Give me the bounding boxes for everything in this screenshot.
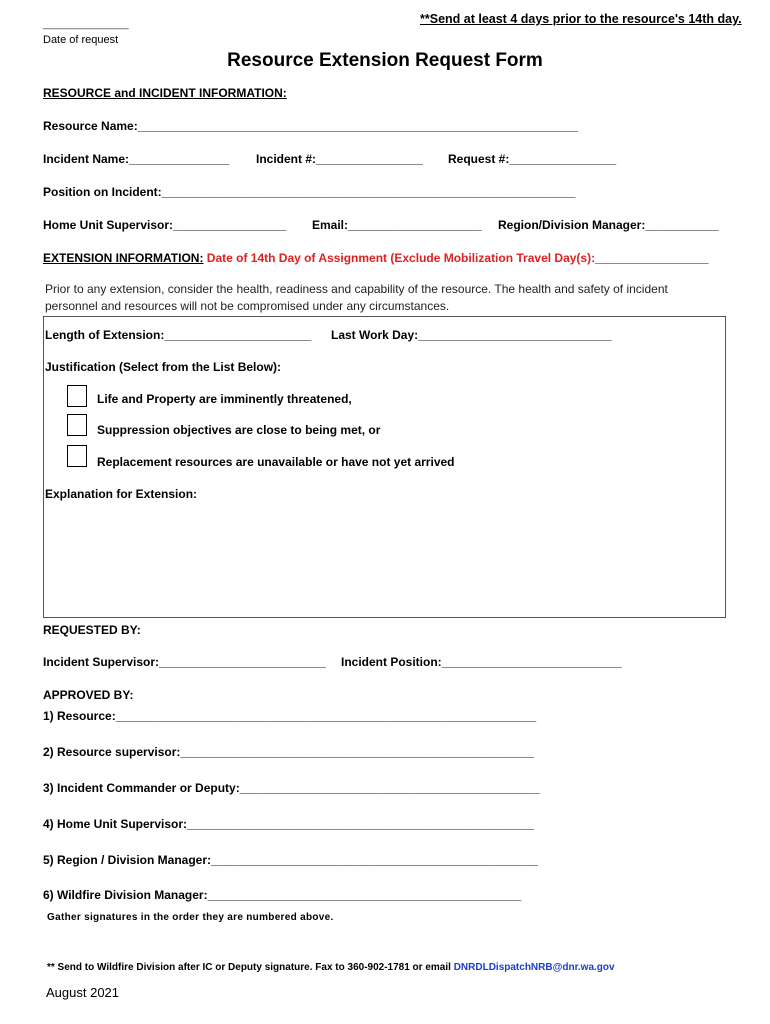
approval-wildfire-manager-field[interactable]: 6) Wildfire Division Manager:_______________________________________________ xyxy=(43,888,522,902)
send-notice: **Send at least 4 days prior to the resource's 14th day. xyxy=(420,12,742,26)
option-label-3: Replacement resources are unavailable or have not yet arrived xyxy=(97,455,455,469)
approved-by-heading: APPROVED BY: xyxy=(43,688,134,702)
requested-by-heading: REQUESTED BY: xyxy=(43,623,141,637)
option-checkbox-1[interactable] xyxy=(67,385,87,407)
approval-region-manager-field[interactable]: 5) Region / Division Manager:_________________________________________________ xyxy=(43,853,539,867)
form-title: Resource Extension Request Form xyxy=(227,50,543,71)
incident-number-field[interactable]: Incident #:________________ xyxy=(256,152,423,166)
email-field[interactable]: Email:____________________ xyxy=(312,218,482,232)
health-notice-line-1: Prior to any extension, consider the health, readiness and capability of the resource. The health and safety of incident xyxy=(45,282,668,296)
fourteenth-day-prompt: Date of 14th Day of Assignment (Exclude Mobilization Travel Day(s): xyxy=(206,251,596,265)
last-work-day-field[interactable]: Last Work Day:_____________________________ xyxy=(331,328,612,342)
approval-resource-field[interactable]: 1) Resource:_______________________________________________________________ xyxy=(43,709,537,723)
option-checkbox-3[interactable] xyxy=(67,445,87,467)
approval-incident-commander-field[interactable]: 3) Incident Commander or Deputy:_____________________________________________ xyxy=(43,781,541,795)
approval-home-unit-supervisor-field[interactable]: 4) Home Unit Supervisor:____________________________________________________ xyxy=(43,817,535,831)
dispatch-email-link[interactable]: DNRDLDispatchNRB@dnr.wa.gov xyxy=(453,962,615,973)
date-of-request-label: Date of request xyxy=(43,34,119,46)
signature-order-note: Gather signatures in the order they are numbered above. xyxy=(47,912,334,923)
option-checkbox-2[interactable] xyxy=(67,414,87,436)
extension-section-heading: EXTENSION INFORMATION: xyxy=(43,251,204,265)
incident-name-field[interactable]: Incident Name:_______________ xyxy=(43,152,230,166)
request-number-field[interactable]: Request #:________________ xyxy=(448,152,617,166)
option-label-1: Life and Property are imminently threatened, xyxy=(97,392,352,406)
position-on-incident-field[interactable]: Position on Incident:______________________________________________________________ xyxy=(43,185,576,199)
region-division-manager-field[interactable]: Region/Division Manager:___________ xyxy=(498,218,719,232)
send-instructions-text: ** Send to Wildfire Division after IC or Deputy signature. Fax to 360-902-1781 or email xyxy=(47,962,451,973)
resource-name-field[interactable]: Resource Name:__________________________________________________________________ xyxy=(43,119,579,133)
resource-section-heading: RESOURCE and INCIDENT INFORMATION: xyxy=(43,86,287,100)
date-of-request-line[interactable]: ______________ xyxy=(43,18,129,30)
explanation-area[interactable] xyxy=(45,505,721,613)
home-unit-supervisor-field[interactable]: Home Unit Supervisor:_________________ xyxy=(43,218,287,232)
health-notice-line-2: personnel and resources will not be compromised under any circumstances. xyxy=(45,299,450,313)
incident-supervisor-field[interactable]: Incident Supervisor:_________________________ xyxy=(43,655,326,669)
approval-resource-supervisor-field[interactable]: 2) Resource supervisor:_____________________________________________________ xyxy=(43,745,535,759)
incident-position-field[interactable]: Incident Position:___________________________ xyxy=(341,655,622,669)
justification-label: Justification (Select from the List Below): xyxy=(45,360,282,374)
send-instructions xyxy=(47,962,615,973)
explanation-label: Explanation for Extension: xyxy=(45,487,198,501)
extension-heading-row xyxy=(43,251,709,265)
revision-date: August 2021 xyxy=(46,985,120,1000)
fourteenth-day-blank[interactable]: _________________ xyxy=(595,251,709,265)
option-label-2: Suppression objectives are close to being met, or xyxy=(97,423,381,437)
length-of-extension-field[interactable]: Length of Extension:______________________ xyxy=(45,328,312,342)
